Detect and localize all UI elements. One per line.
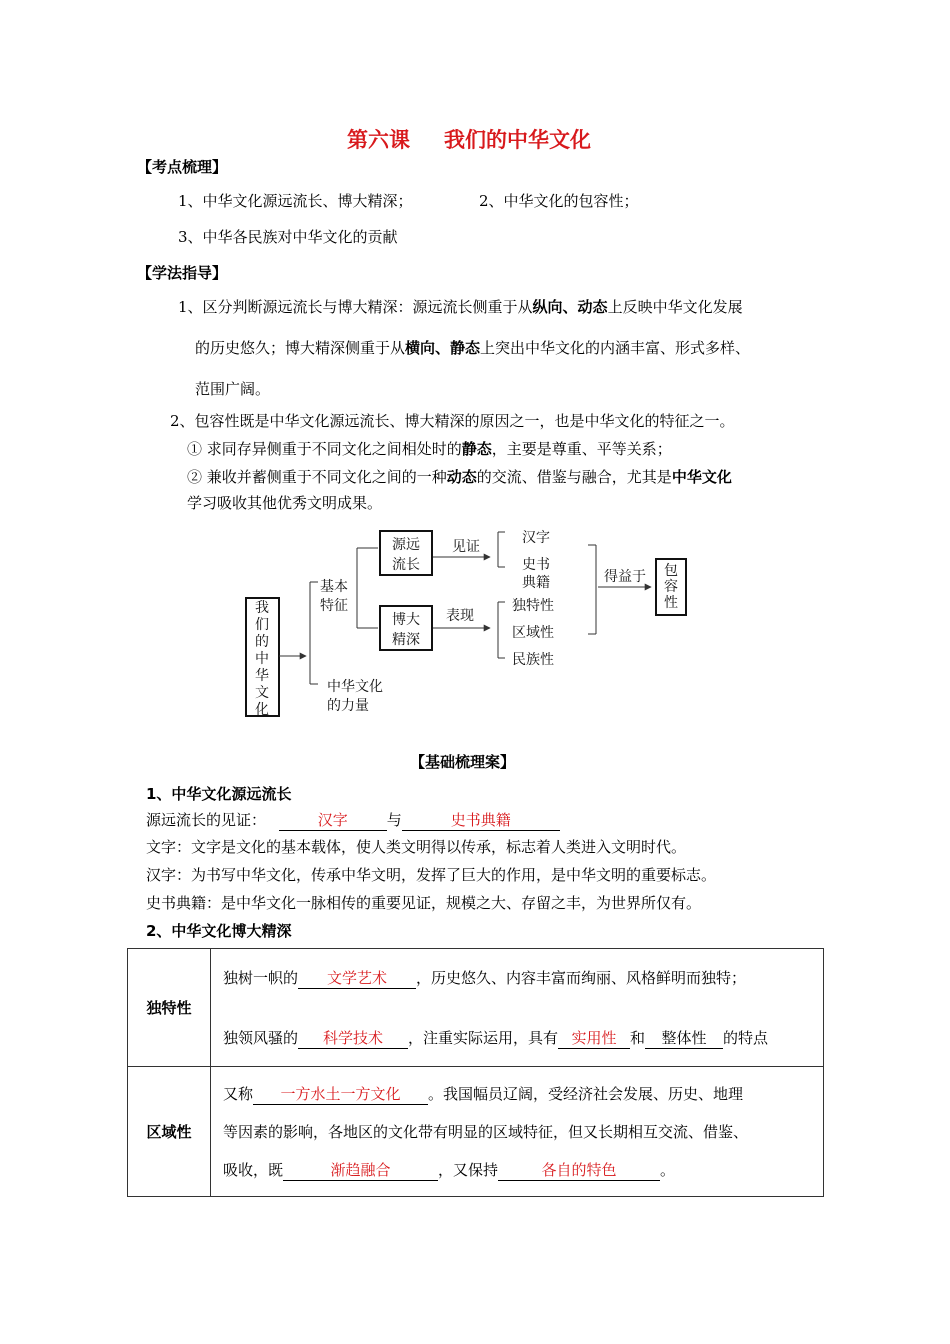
s1-heading: 1、中华文化源远流长 bbox=[146, 785, 292, 803]
basic-label-2: 特征 bbox=[320, 598, 348, 614]
row-body-quyuxing: 又称 一方水土一方文化 。我国幅员辽阔，受经济社会发展、历史、地理 等因素的影响，各地区的文化带有明显的区域特征，但又长期相互交流、借鉴、 吸收，既 渐趋融合 ，又保持 各自的特色 。 bbox=[211, 1067, 824, 1197]
root-char: 们 bbox=[255, 617, 269, 633]
kaodian-item-2: 2、中华文化的包容性； bbox=[479, 192, 639, 210]
trait-3: 民族性 bbox=[512, 652, 554, 668]
baorong-char: 性 bbox=[664, 595, 678, 611]
kaodian-heading: 【考点梳理】 bbox=[137, 158, 228, 176]
kaodian-item-3: 3、中华各民族对中华文化的贡献 bbox=[178, 228, 398, 246]
xuefa-p1-line1: 1、区分判断源远流长与博大精深：源远流长侧重于从纵向、动态上反映中华文化发展 bbox=[178, 298, 743, 316]
baorong-char: 包 bbox=[664, 563, 678, 579]
answer-tese: 各自的特色 bbox=[498, 1161, 660, 1181]
answer-hanzi: 汉字 bbox=[279, 811, 387, 831]
basic-label-1: 基本 bbox=[320, 579, 348, 595]
row-head-dutexing: 独特性 bbox=[128, 949, 211, 1067]
yuanyuan-text-2: 流长 bbox=[392, 557, 420, 573]
xuefa-p2: 2、包容性既是中华文化源远流长、博大精深的原因之一，也是中华文化的特征之一。 bbox=[170, 412, 735, 430]
answer-kexue: 科学技术 bbox=[298, 1029, 408, 1049]
root-char: 化 bbox=[255, 702, 269, 718]
jichu-heading: 【基础梳理案】 bbox=[410, 753, 516, 771]
evidence-2: 史书 bbox=[522, 557, 550, 573]
boda-text-1: 博大 bbox=[392, 612, 420, 628]
table-row bbox=[128, 949, 824, 1067]
answer-shishu: 史书典籍 bbox=[402, 811, 560, 831]
trait-2: 区域性 bbox=[512, 625, 554, 641]
xuefa-p4-line2: 学习吸收其他优秀文明成果。 bbox=[187, 494, 383, 512]
yuanyuan-text-1: 源远 bbox=[392, 537, 420, 553]
answer-wenxue: 文学艺术 bbox=[298, 969, 416, 989]
evidence-3: 典籍 bbox=[522, 575, 550, 591]
evidence-1: 汉字 bbox=[522, 530, 550, 546]
table-row bbox=[128, 1067, 824, 1197]
trait-1: 独特性 bbox=[512, 598, 554, 614]
root-char: 中 bbox=[255, 651, 269, 667]
root-char: 文 bbox=[255, 685, 269, 701]
root-char: 我 bbox=[255, 600, 269, 616]
kaodian-item-1: 1、中华文化源远流长、博大精深； bbox=[178, 192, 413, 210]
root-text bbox=[255, 600, 269, 718]
xuefa-p4-line1: ② 兼收并蓄侧重于不同文化之间的一种动态的交流、借鉴与融合，尤其是中华文化 bbox=[187, 468, 732, 486]
s1-shishu: 史书典籍：是中华文化一脉相传的重要见证，规模之大、存留之丰，为世界所仅有。 bbox=[146, 894, 702, 912]
answer-ronghe: 渐趋融合 bbox=[283, 1161, 438, 1181]
lesson-name: 我们的中华文化 bbox=[444, 128, 591, 152]
s2-heading: 2、中华文化博大精深 bbox=[146, 922, 292, 940]
s1-jianzheng-line: 源远流长的见证： 汉字 与 史书典籍 bbox=[146, 809, 560, 831]
answer-zhengti: 整体性 bbox=[645, 1029, 723, 1049]
xuefa-p1-line3: 范围广阔。 bbox=[195, 380, 271, 398]
s1-wenzi: 文字：文字是文化的基本载体，使人类文明得以传承，标志着人类进入文明时代。 bbox=[146, 838, 687, 856]
deyi-label: 得益于 bbox=[604, 569, 646, 585]
root-char: 的 bbox=[255, 634, 269, 650]
answer-yifang: 一方水土一方文化 bbox=[253, 1085, 428, 1105]
features-table bbox=[127, 948, 824, 1197]
power-label-1: 中华文化 bbox=[327, 679, 383, 695]
xuefa-p3: ① 求同存异侧重于不同文化之间相处时的静态，主要是尊重、平等关系； bbox=[187, 440, 672, 458]
xuefa-heading: 【学法指导】 bbox=[137, 264, 228, 282]
answer-shiyong: 实用性 bbox=[558, 1029, 630, 1049]
row-body-dutexing: 独树一帜的 文学艺术 ，历史悠久、内容丰富而绚丽、风格鲜明而独特； 独领风骚的 科学技术 ，注重实际运用，具有 实用性 和 整体性 的特点 bbox=[211, 949, 824, 1067]
power-label-2: 的力量 bbox=[327, 698, 369, 714]
jianzheng-label: 见证 bbox=[452, 539, 480, 555]
lesson-number: 第六课 bbox=[347, 128, 410, 152]
biaoxian-label: 表现 bbox=[446, 608, 474, 624]
root-char: 华 bbox=[255, 668, 269, 684]
xuefa-p1-line2: 的历史悠久；博大精深侧重于从横向、静态上突出中华文化的内涵丰富、形式多样、 bbox=[195, 339, 751, 357]
boda-text-2: 精深 bbox=[392, 632, 420, 648]
row-head-quyuxing: 区域性 bbox=[128, 1067, 211, 1197]
baorong-char: 容 bbox=[664, 579, 678, 595]
s1-hanzi: 汉字：为书写中华文化，传承中华文明，发挥了巨大的作用，是中华文明的重要标志。 bbox=[146, 866, 717, 884]
